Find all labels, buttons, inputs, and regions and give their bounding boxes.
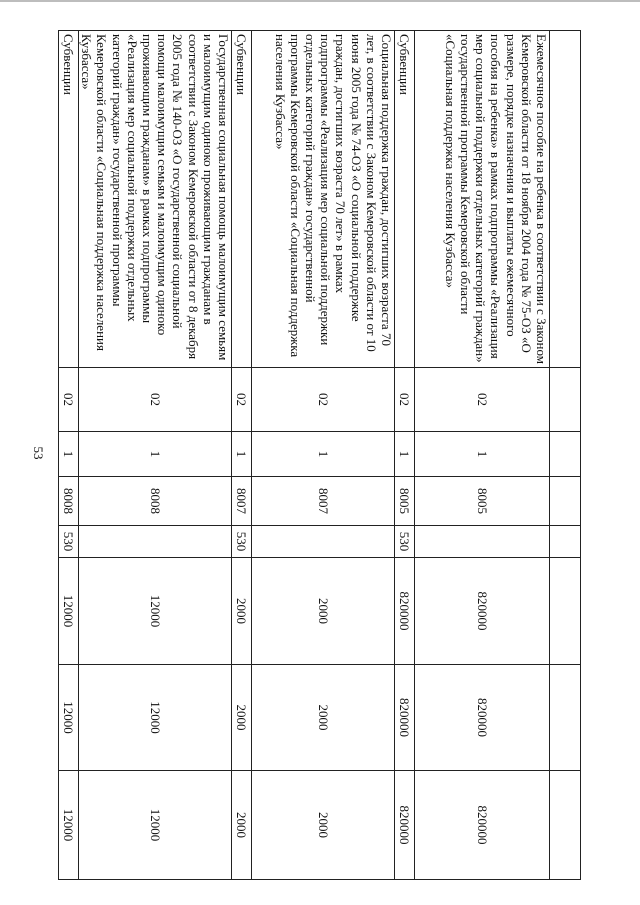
cell-subsection: 1 xyxy=(415,432,550,477)
cell-amount-year-2 xyxy=(550,665,581,771)
cell-expense-type: 530 xyxy=(232,526,252,558)
cell-section: 02 xyxy=(232,368,252,432)
cell-section: 02 xyxy=(395,368,415,432)
cell-name: Ежемесячное пособие на ребенка в соответствии с Законом Кемеровской области от 18 ноября 2004 года № 75-ОЗ «О размере, порядке назначения и выплаты ежемесячного пособия на ребенка» в рамках подпрограммы «Реализация мер социальной поддержки отдельных категорий граждан» государственной программы Кемеровской области «Социальная поддержка населения Кузбасса» xyxy=(415,31,550,368)
cell-amount-year-1: 820000 xyxy=(415,558,550,665)
cell-amount-year-3: 820000 xyxy=(415,771,550,880)
page-number: 53 xyxy=(31,446,46,460)
cell-section: 02 xyxy=(58,368,78,432)
cell-expense-type: 530 xyxy=(58,526,78,558)
cell-subsection: 1 xyxy=(232,432,252,477)
cell-subsection: 1 xyxy=(252,432,395,477)
cell-target: 8008 xyxy=(58,477,78,526)
cell-amount-year-1: 12000 xyxy=(78,558,231,665)
scan-edge-line xyxy=(0,0,640,2)
table-viewport xyxy=(61,30,581,879)
cell-amount-year-3: 2000 xyxy=(232,771,252,880)
cell-target: 8008 xyxy=(78,477,231,526)
cell-amount-year-3: 12000 xyxy=(78,771,231,880)
cell-name: Государственная социальная помощь малоимущим семьям и малоимущим одиноко проживающим гражданам в соответствии с Законом Кемеровской области от 8 декабря 2005 года № 140-ОЗ «О государственной социальной помощи малоимущим семьям и малоимущим одиноко проживающим гражданам» в рамках подпрограммы «Реализация мер социальной поддержки отдельных категорий граждан» государственной программы Кемеровской области «Социальная поддержка населения Кузбасса» xyxy=(78,31,231,368)
cell-amount-year-2: 820000 xyxy=(395,665,415,771)
cell-amount-year-2: 2000 xyxy=(252,665,395,771)
cell-expense-type: 530 xyxy=(395,526,415,558)
cell-amount-year-1: 820000 xyxy=(395,558,415,665)
cell-name xyxy=(550,31,581,368)
cell-expense-type xyxy=(78,526,231,558)
cell-amount-year-2: 2000 xyxy=(232,665,252,771)
table-row-subventions xyxy=(232,31,252,880)
table-row-subventions xyxy=(395,31,415,880)
cell-amount-year-3: 12000 xyxy=(58,771,78,880)
cell-section: 02 xyxy=(252,368,395,432)
table-row-support-age-70 xyxy=(252,31,395,880)
cell-amount-year-2: 12000 xyxy=(78,665,231,771)
budget-table xyxy=(58,30,581,880)
cell-section: 02 xyxy=(78,368,231,432)
cell-expense-type xyxy=(550,526,581,558)
cell-amount-year-1: 2000 xyxy=(232,558,252,665)
cell-amount-year-1 xyxy=(550,558,581,665)
cell-name: Субвенции xyxy=(232,31,252,368)
cell-amount-year-3: 820000 xyxy=(395,771,415,880)
cell-target: 8007 xyxy=(252,477,395,526)
cell-subsection: 1 xyxy=(78,432,231,477)
cell-amount-year-2: 12000 xyxy=(58,665,78,771)
table-row-subventions xyxy=(58,31,78,880)
cell-amount-year-3: 2000 xyxy=(252,771,395,880)
cell-subsection: 1 xyxy=(395,432,415,477)
cell-name: Субвенции xyxy=(395,31,415,368)
cell-target: 8007 xyxy=(232,477,252,526)
cell-expense-type xyxy=(415,526,550,558)
cell-section xyxy=(550,368,581,432)
cell-subsection xyxy=(550,432,581,477)
cell-expense-type xyxy=(252,526,395,558)
table-row-state-social-aid xyxy=(78,31,231,880)
cell-target xyxy=(550,477,581,526)
cell-section: 02 xyxy=(415,368,550,432)
table-row-child-allowance xyxy=(415,31,550,880)
cell-amount-year-2: 820000 xyxy=(415,665,550,771)
cell-target: 8005 xyxy=(395,477,415,526)
cell-target: 8005 xyxy=(415,477,550,526)
table-row-continued xyxy=(550,31,581,880)
cell-name: Субвенции xyxy=(58,31,78,368)
cell-amount-year-3 xyxy=(550,771,581,880)
cell-amount-year-1: 12000 xyxy=(58,558,78,665)
cell-amount-year-1: 2000 xyxy=(252,558,395,665)
cell-name: Социальная поддержка граждан, достигших возраста 70 лет, в соответствии с Законом Кемеровской области от 10 июня 2005 года № 74-ОЗ «О социальной поддержке граждан, достигших возраста 70 лет» в рамках подпрограммы «Реализация мер социальной поддержки отдельных категорий граждан» государственной программы Кемеровской области «Социальная поддержка населения Кузбасса» xyxy=(252,31,395,368)
cell-subsection: 1 xyxy=(58,432,78,477)
